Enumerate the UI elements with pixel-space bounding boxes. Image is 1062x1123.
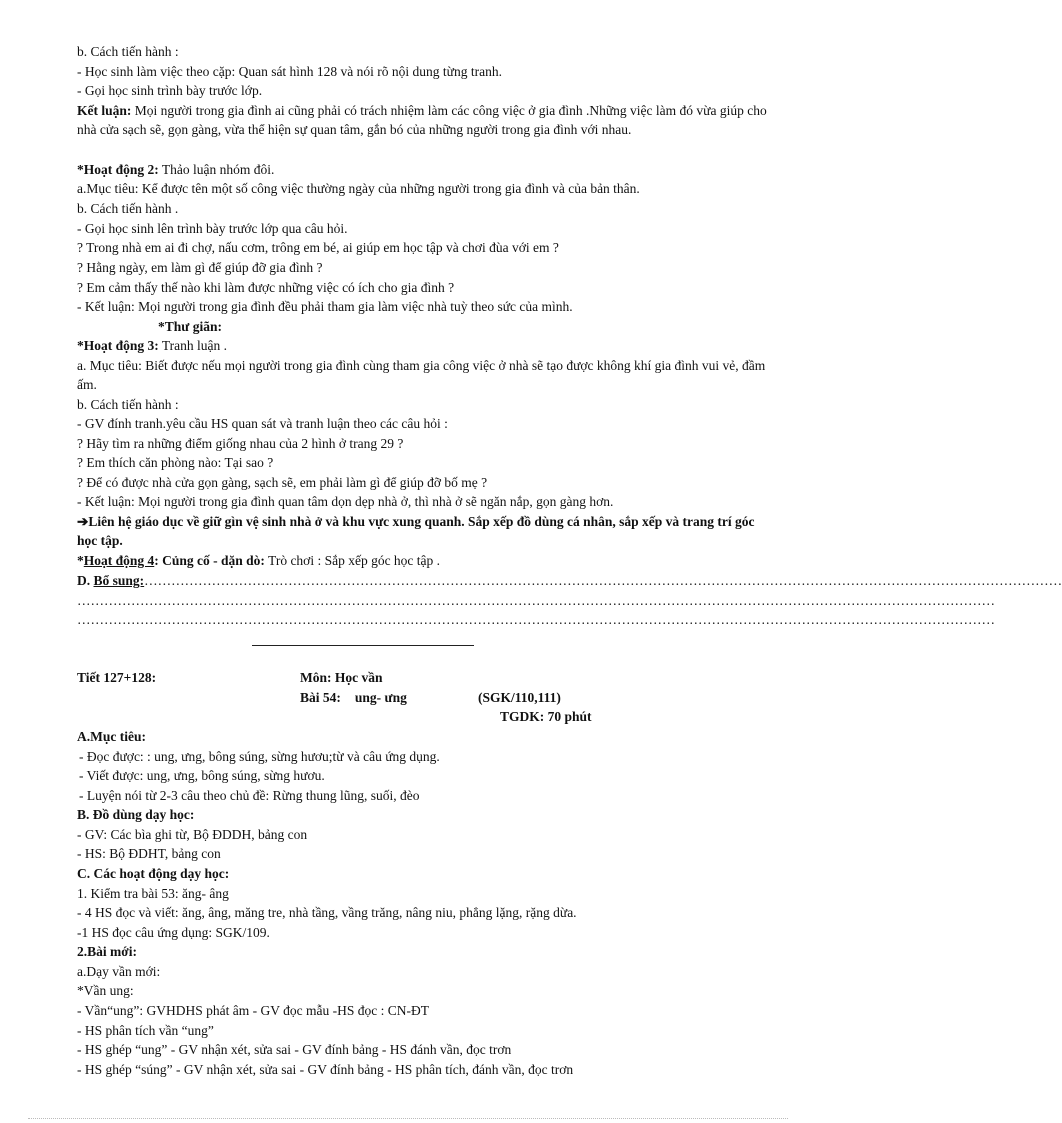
activity-3-text: Tranh luận .	[158, 338, 228, 353]
text-line: ? Em cảm thấy thế nào khi làm được những việc có ích cho gia đình ?	[77, 280, 455, 295]
activity-3-heading	[77, 336, 777, 355]
dotted-line	[77, 610, 995, 629]
text-line: ? Em thích căn phòng nào: Tại sao ?	[77, 455, 274, 470]
lesson-line	[300, 688, 500, 707]
duration-label: TGDK: 70 phút	[500, 709, 592, 724]
text-line: - Gọi học sinh lên trình bày trước lớp qua câu hỏi.	[77, 221, 348, 236]
text-line: ? Hãy tìm ra những điểm giống nhau của 2 hình ở trang 29 ?	[77, 436, 404, 451]
activity-2-heading	[77, 160, 777, 179]
text-line: b. Cách tiến hành :	[77, 397, 179, 412]
activity-4-heading	[77, 551, 777, 570]
page-bottom-border	[28, 1118, 788, 1119]
activity-4-text: Trò chơi : Sắp xếp góc học tập .	[264, 553, 441, 568]
text-line: - Đọc được: : ung, ưng, bông súng, sừng hươu;từ và câu ứng dụng.	[79, 749, 440, 764]
dotted-fill: ……………………………………………………………………………………………………………………………………………………………………………………	[77, 612, 995, 627]
text-line: - Kết luận: Mọi người trong gia đình đều phải tham gia làm việc nhà tuỳ theo sức của mình.	[77, 299, 573, 314]
education-link-paragraph	[77, 512, 777, 550]
text-paragraph: a. Mục tiêu: Biết được nếu mọi người trong gia đình cùng tham gia công việc ở nhà sẽ tạo được không khí gia đình vui vẻ, đầm ấm.	[77, 358, 766, 392]
text-line: a.Mục tiêu: Kể được tên một số công việc thường ngày của những người trong gia đình và của bản thân.	[77, 181, 640, 196]
activity-4-prefix: *	[77, 553, 84, 568]
activity-3-label: *Hoạt động 3:	[77, 338, 159, 353]
textbook-pages: (SGK/110,111)	[478, 690, 561, 705]
text-line: ? Hằng ngày, em làm gì để giúp đỡ gia đình ?	[77, 260, 323, 275]
text-line: - GV: Các bìa ghi từ, Bộ ĐDDH, bảng con	[77, 827, 308, 842]
text-line: - Viết được: ung, ưng, bông súng, sừng hươu.	[79, 768, 325, 783]
text-line: - HS: Bộ ĐDHT, bảng con	[77, 846, 221, 861]
conclusion-paragraph	[77, 101, 771, 139]
text-line: 1. Kiểm tra bài 53: ăng- âng	[77, 886, 229, 901]
dotted-line	[77, 591, 995, 610]
text-line: - Gọi học sinh trình bày trước lớp.	[77, 83, 263, 98]
lesson-number: Bài 54:	[300, 690, 341, 705]
text-line: - Luyện nói từ 2-3 câu theo chủ đề: Rừng thung lũng, suối, đèo	[79, 788, 420, 803]
subject-label: Môn: Học vần	[300, 670, 383, 685]
dotted-fill: ……………………………………………………………………………………………………………………………………………………………………………………	[144, 573, 1062, 588]
arrow-right-icon: ➔	[77, 514, 89, 529]
text-line: ? Trong nhà em ai đi chợ, nấu cơm, trông em bé, ai giúp em học tập và chơi đùa với em ?	[77, 240, 559, 255]
text-line: - 4 HS đọc và viết: ăng, âng, măng tre, nhà tầng, vầng trăng, nâng niu, phẳng lặng, rặng dừa.	[77, 905, 577, 920]
text-line: - HS ghép “súng” - GV nhận xét, sửa sai - GV đính bảng - HS phân tích, đánh vần, đọc trơn	[77, 1062, 574, 1077]
text-line: - HS ghép “ung” - GV nhận xét, sửa sai - GV đính bảng - HS đánh vần, đọc trơn	[77, 1042, 512, 1057]
conclusion-label: Kết luận:	[77, 103, 132, 118]
text-line: -1 HS đọc câu ứng dụng: SGK/109.	[77, 925, 270, 940]
text-line: - Vần“ung”: GVHDHS phát âm - GV đọc mẫu -HS đọc : CN-ĐT	[77, 1003, 429, 1018]
lesson-name: ung- ưng	[354, 690, 407, 705]
text-line: ? Để có được nhà cửa gọn gàng, sạch sẽ, em phải làm gì để giúp đỡ bố mẹ ?	[77, 475, 488, 490]
objectives-heading: A.Mục tiêu:	[77, 729, 146, 744]
section-divider	[252, 645, 474, 646]
relax-heading: *Thư giãn:	[158, 319, 222, 334]
activity-4-title: : Củng cố - dặn dò:	[154, 553, 265, 568]
conclusion-text: Mọi người trong gia đình ai cũng phải có trách nhiệm làm các công việc ở gia đình .Những việc làm đó vừa giúp cho nhà cửa sạch sẽ, gọn gàng, vừa thể hiện sự quan tâm, gắn bó của những người trong gia đình với nhau.	[77, 103, 767, 137]
materials-heading: B. Đồ dùng dạy học:	[77, 807, 195, 822]
text-line: b. Cách tiến hành .	[77, 201, 179, 216]
supplement-label: Bổ sung:	[93, 573, 145, 588]
text-line: a.Dạy vần mới:	[77, 964, 161, 979]
text-line: - GV đính tranh.yêu cầu HS quan sát và tranh luận theo các câu hỏi :	[77, 416, 448, 431]
education-link-text: Liên hệ giáo dục về giữ gìn vệ sinh nhà ở và khu vực xung quanh. Sắp xếp đồ dùng cá nhân, sắp xếp và trang trí góc học tập.	[77, 514, 755, 548]
new-lesson-heading: 2.Bài mới:	[77, 944, 137, 959]
activity-2-text: Thảo luận nhóm đôi.	[158, 162, 275, 177]
activity-4-label: Hoạt động 4	[83, 553, 155, 568]
text-line: - Học sinh làm việc theo cặp: Quan sát hình 128 và nói rõ nội dung từng tranh.	[77, 64, 502, 79]
activity-2-label: *Hoạt động 2:	[77, 162, 159, 177]
text-line: *Vần ung:	[77, 983, 134, 998]
text-line: - HS phân tích vần “ung”	[77, 1023, 214, 1038]
supplement-line	[77, 571, 1062, 590]
dotted-fill: ……………………………………………………………………………………………………………………………………………………………………………………	[77, 593, 995, 608]
text-line: b. Cách tiến hành :	[77, 44, 179, 59]
supplement-prefix: D.	[77, 573, 94, 588]
period-label: Tiết 127+128:	[77, 670, 157, 685]
text-line: - Kết luận: Mọi người trong gia đình quan tâm dọn dẹp nhà ở, thì nhà ở sẽ ngăn nắp, gọn gàng hơn.	[77, 494, 614, 509]
activities-heading: C. Các hoạt động dạy học:	[77, 866, 230, 881]
